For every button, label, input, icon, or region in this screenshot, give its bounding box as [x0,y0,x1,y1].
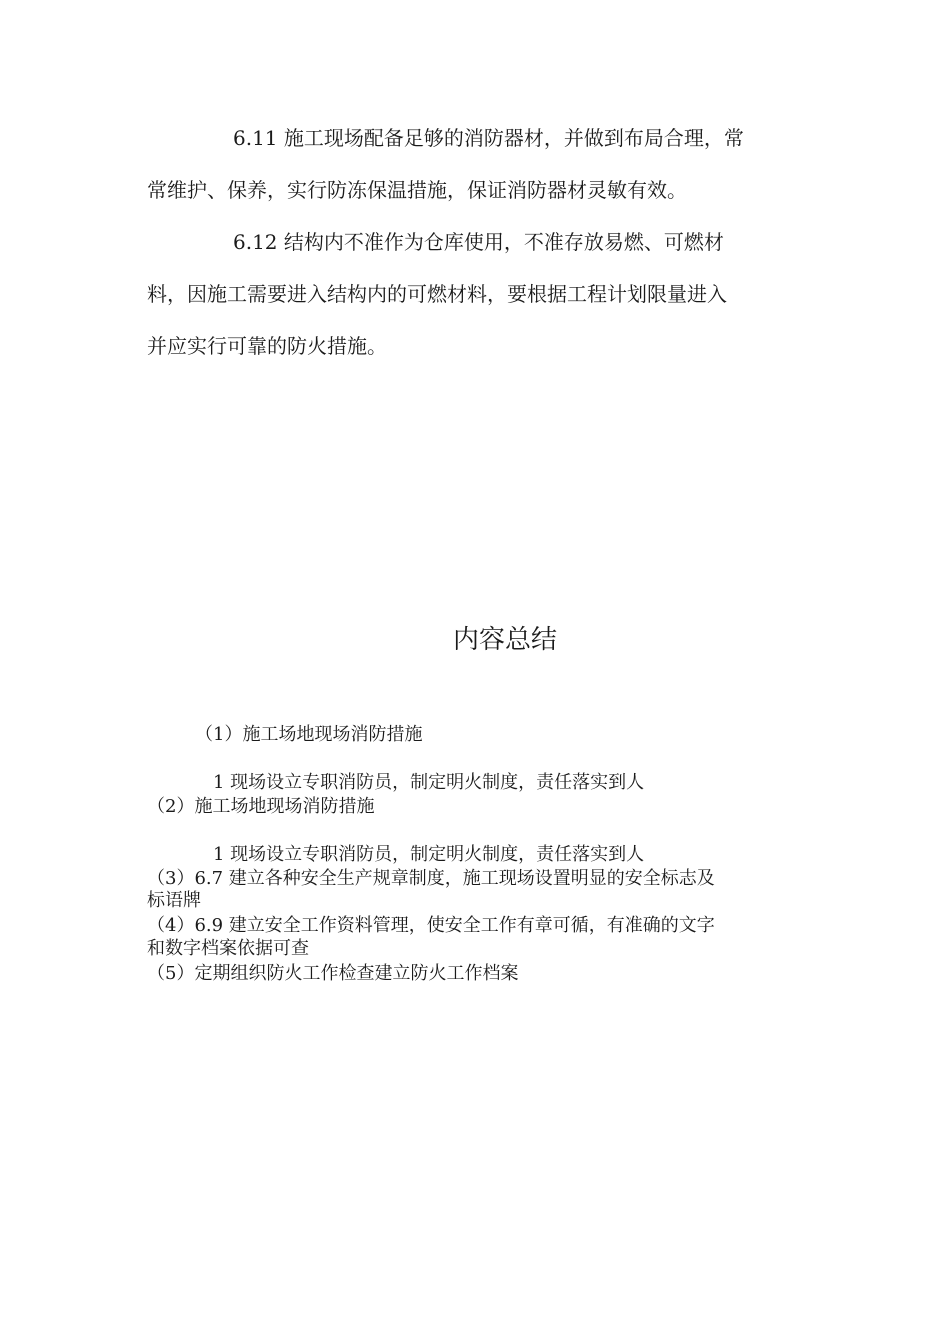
paragraph-6-12-line-1: 6.12 结构内不准作为仓库使用，不准存放易燃、可燃材 [233,230,724,254]
paragraph-6-12-line-3: 并应实行可靠的防火措施。 [147,334,387,358]
summary-item-3-line-2: 标语牌 [147,890,201,911]
summary-item-4-line-2: 和数字档案依据可查 [147,938,309,959]
paragraph-6-11-line-2: 常维护、保养，实行防冻保温措施，保证消防器材灵敏有效。 [147,178,687,202]
summary-item-5: （5）定期组织防火工作检查建立防火工作档案 [147,963,519,984]
summary-item-1: （1）施工场地现场消防措施 [195,724,423,745]
paragraph-6-12-line-2: 料，因施工需要进入结构内的可燃材料，要根据工程计划限量进入 [147,282,727,306]
summary-item-3-line-1: （3）6.7 建立各种安全生产规章制度，施工现场设置明显的安全标志及 [147,868,715,889]
summary-item-1-detail: 1 现场设立专职消防员，制定明火制度，责任落实到人 [213,772,645,793]
summary-item-2: （2）施工场地现场消防措施 [147,796,375,817]
paragraph-6-11-line-1: 6.11 施工现场配备足够的消防器材，并做到布局合理，常 [233,126,744,150]
summary-title: 内容总结 [452,625,557,655]
summary-item-2-detail: 1 现场设立专职消防员，制定明火制度，责任落实到人 [213,844,645,865]
summary-item-4-line-1: （4）6.9 建立安全工作资料管理，使安全工作有章可循，有准确的文字 [147,915,715,936]
